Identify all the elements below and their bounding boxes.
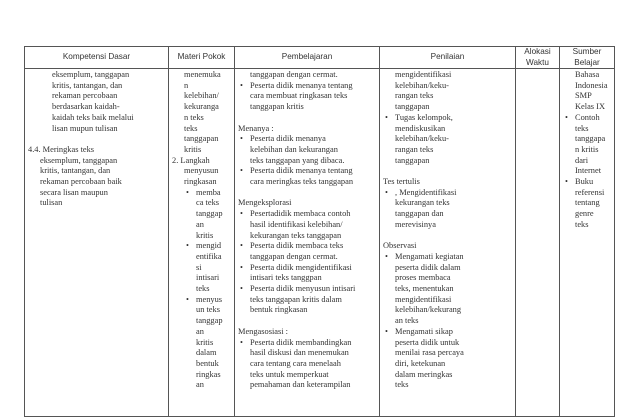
penilaian-cell xyxy=(380,69,516,417)
bullet-line: hasil identifikasi kelebihan/ xyxy=(250,219,343,229)
text-line: tulisan xyxy=(40,198,63,208)
pemb-top-list xyxy=(238,81,376,113)
asosiasi-list xyxy=(238,338,376,392)
bullet-line: pemahaman dan keterampilan xyxy=(250,380,351,390)
bullet-line: • Peserta didik membandingkan xyxy=(250,337,352,347)
header-materi-pokok: Materi Pokok xyxy=(169,47,235,69)
bullet-line: teks, menentukan xyxy=(395,284,454,294)
text-line: menemuka xyxy=(184,70,221,79)
document xyxy=(24,46,614,417)
bullet-item xyxy=(238,284,376,316)
pembelajaran-cell xyxy=(235,69,380,417)
bullet-line: n kritis xyxy=(575,144,599,154)
sumber-cell xyxy=(560,69,615,417)
tugas-list xyxy=(383,113,512,167)
eksplorasi-list xyxy=(238,209,376,316)
materi-langkah xyxy=(172,156,231,188)
bullet-line: proses membaca xyxy=(395,273,451,283)
bullet-line: tanggapan dengan cermat. xyxy=(250,251,338,261)
bullet-line: referensi xyxy=(575,187,605,197)
text-line: ringkasan xyxy=(184,177,217,187)
bullet-item xyxy=(238,263,376,284)
bullet-line: teks xyxy=(575,123,589,133)
header-kompetensi-dasar: Kompetensi Dasar xyxy=(25,47,169,69)
bullet-line: • Peserta didik menyusun intisari xyxy=(250,284,356,294)
bullet-item xyxy=(238,134,376,166)
text-line: kelebihan/ xyxy=(184,91,219,101)
header-pembelajaran: Pembelajaran xyxy=(235,47,380,69)
bullet-line: an teks xyxy=(395,316,419,326)
bullet-line: an xyxy=(196,326,204,336)
bullet-item xyxy=(184,241,231,295)
bullet-line: • memba xyxy=(196,187,221,197)
bullet-line: rangan teks xyxy=(395,144,434,154)
bullet-line: tanggap xyxy=(196,316,223,326)
bullet-line: • Peserta didik menanya tentang xyxy=(250,166,353,176)
bullet-line: kekurangan teks xyxy=(395,198,450,208)
alokasi-cell xyxy=(516,69,560,417)
bullet-line: tentang xyxy=(575,198,600,208)
bullet-line: kekurangan teks tanggapan xyxy=(250,230,342,240)
kd-4-4 xyxy=(28,145,165,209)
header-alokasi-waktu: Alokasi Waktu xyxy=(516,47,560,69)
bullet-item xyxy=(383,188,512,231)
text-line: SMP xyxy=(575,91,592,101)
bullet-line: • Contoh xyxy=(575,112,600,122)
bullet-line: kelebihan/keku- xyxy=(395,134,449,144)
kd-continued xyxy=(28,70,165,134)
bullet-line: • Peserta didik membaca teks xyxy=(250,241,344,251)
bullet-line: hasil diskusi dan menemukan xyxy=(250,348,349,358)
sumber-top xyxy=(563,70,611,113)
text-line: tanggapan dengan cermat. xyxy=(250,70,338,79)
bullet-line: • Peserta didik menanya xyxy=(250,134,326,144)
bullet-line: mendiskusikan xyxy=(395,123,446,133)
bullet-line: • Pesertadidik membaca contoh xyxy=(250,209,351,219)
text-line: berdasarkan kaidah- xyxy=(52,102,120,112)
bullet-line: tanggap xyxy=(196,209,223,219)
text-line: kaidah teks baik melalui xyxy=(52,112,134,122)
materi-list xyxy=(172,188,231,391)
bullet-line: teks tanggapan kritis dalam xyxy=(250,294,342,304)
menanya-label: Menanya : xyxy=(238,123,274,133)
sumber-list xyxy=(563,113,611,231)
text-line: kritis xyxy=(184,144,202,154)
bullet-line: teks xyxy=(575,219,589,229)
menanya-list xyxy=(238,134,376,188)
bullet-item xyxy=(184,188,231,242)
header-sumber-belajar: Sumber Belajar xyxy=(560,47,615,69)
bullet-line: diri, ketekunan xyxy=(395,358,446,368)
bullet-item xyxy=(184,295,231,391)
bullet-line: • mengid xyxy=(196,241,222,251)
text-line: Bahasa xyxy=(575,70,600,79)
bullet-line: dari xyxy=(575,155,589,165)
bullet-item xyxy=(238,81,376,113)
bullet-line: merevisinya xyxy=(395,219,436,229)
bullet-line: tanggapan xyxy=(395,155,430,165)
bullet-line: cara membuat ringkasan teks xyxy=(250,91,348,101)
bullet-line: genre xyxy=(575,209,594,219)
bullet-item xyxy=(238,209,376,241)
bullet-line: • Mengamati kegiatan xyxy=(395,251,464,261)
text-line: kritis, tantangan, dan xyxy=(52,80,123,90)
text-line: rekaman percobaan xyxy=(52,91,118,101)
bullet-line: tanggapan kritis xyxy=(250,102,304,112)
bullet-line: menilai rasa percaya xyxy=(395,348,464,358)
text-line: rekaman percobaan baik xyxy=(40,177,122,187)
bullet-line: un teks xyxy=(196,305,220,315)
text-line: teks xyxy=(184,123,198,133)
bullet-line: teks tanggapan yang dibaca. xyxy=(250,155,345,165)
bullet-line: teks untuk memperkuat xyxy=(250,369,329,379)
bullet-line: si xyxy=(196,262,202,272)
bullet-line: intisari xyxy=(196,273,220,283)
bullet-line: mengidentifikasi xyxy=(395,294,452,304)
text-line: mengidentifikasi xyxy=(395,70,452,79)
text-line: n teks xyxy=(184,112,204,122)
text-line: tanggapan xyxy=(395,102,430,112)
bullet-item xyxy=(563,177,611,231)
text-line: lisan mupun tulisan xyxy=(52,123,118,133)
text-line: eksemplum, tanggapan xyxy=(40,155,118,165)
bullet-item xyxy=(238,241,376,262)
kd-4-4-rest xyxy=(28,156,165,210)
text-line: tanggapan xyxy=(184,134,219,144)
text-line: kekuranga xyxy=(184,102,219,112)
bullet-line: bentuk xyxy=(196,358,219,368)
tes-label: Tes tertulis xyxy=(383,177,420,187)
bullet-line: teks xyxy=(196,284,210,294)
bullet-line: • Mengamati sikap xyxy=(395,326,453,336)
asosiasi-label: Mengasosiasi : xyxy=(238,326,289,336)
bullet-item xyxy=(238,338,376,392)
text-line: n xyxy=(184,80,189,90)
observasi-label: Observasi xyxy=(383,241,417,251)
text-line: kelebihan/keku- xyxy=(395,80,449,90)
langkah-rest xyxy=(172,166,231,187)
eksplorasi-label: Mengeksplorasi xyxy=(238,198,292,208)
bullet-line: bentuk ringkasan xyxy=(250,305,308,315)
materi-cell xyxy=(169,69,235,417)
bullet-line: peserta didik untuk xyxy=(395,337,460,347)
materi-top xyxy=(172,70,231,156)
text-line: eksemplum, tanggapan xyxy=(52,70,130,79)
bullet-item xyxy=(563,113,611,177)
text-line: rangan teks xyxy=(395,91,434,101)
langkah-line: 2. Langkah xyxy=(172,155,210,165)
bullet-line: cara meringkas teks tanggapan xyxy=(250,177,354,187)
observasi-list xyxy=(383,252,512,391)
lesson-plan-table xyxy=(24,46,615,417)
text-line: Indonesia xyxy=(575,80,608,90)
bullet-line: • Buku xyxy=(575,177,594,187)
bullet-line: kritis xyxy=(196,230,214,240)
text-line: kritis, tantangan, dan xyxy=(40,166,111,176)
tes-list xyxy=(383,188,512,231)
bullet-line: • Tugas kelompok, xyxy=(395,112,453,122)
bullet-line: dalam meringkas xyxy=(395,369,453,379)
bullet-line: • Peserta didik mengidentifikasi xyxy=(250,262,352,272)
bullet-line: an xyxy=(196,219,204,229)
bullet-line: intisari teks tanggpan xyxy=(250,273,322,283)
bullet-line: ringkas xyxy=(196,369,221,379)
bullet-line: entifika xyxy=(196,251,222,261)
nilai-continued xyxy=(383,70,512,113)
text-line: menyusun xyxy=(184,166,219,176)
bullet-line: peserta didik dalam xyxy=(395,262,461,272)
bullet-item xyxy=(383,252,512,327)
bullet-line: teks xyxy=(395,380,409,390)
bullet-line: cara tentang cara menelaah xyxy=(250,358,341,368)
bullet-line: tanggapa xyxy=(575,134,606,144)
bullet-line: tanggapan dan xyxy=(395,209,444,219)
text-line: secara lisan maupun xyxy=(40,187,108,197)
bullet-line: kelebihan/kekurang xyxy=(395,305,462,315)
bullet-line: an xyxy=(196,380,204,390)
bullet-line: Internet xyxy=(575,166,602,176)
header-row xyxy=(25,47,615,69)
bullet-line: • , Mengidentifikasi xyxy=(395,187,457,197)
bullet-line: • Peserta didik menanya tentang xyxy=(250,80,353,90)
bullet-line: kritis xyxy=(196,337,214,347)
kompetensi-cell xyxy=(25,69,169,417)
bullet-item xyxy=(383,327,512,391)
bullet-line: kelebihan dan kekurangan xyxy=(250,144,338,154)
kd-4-4-line: 4.4. Meringkas teks xyxy=(28,144,95,154)
bullet-line: • menyus xyxy=(196,294,223,304)
pemb-continued xyxy=(238,70,376,81)
bullet-line: ca teks xyxy=(196,198,220,208)
text-line: Kelas IX xyxy=(575,102,605,112)
bullet-item xyxy=(238,166,376,187)
header-penilaian: Penilaian xyxy=(380,47,516,69)
content-row xyxy=(25,69,615,417)
bullet-line: dalam xyxy=(196,348,217,358)
bullet-item xyxy=(383,113,512,167)
